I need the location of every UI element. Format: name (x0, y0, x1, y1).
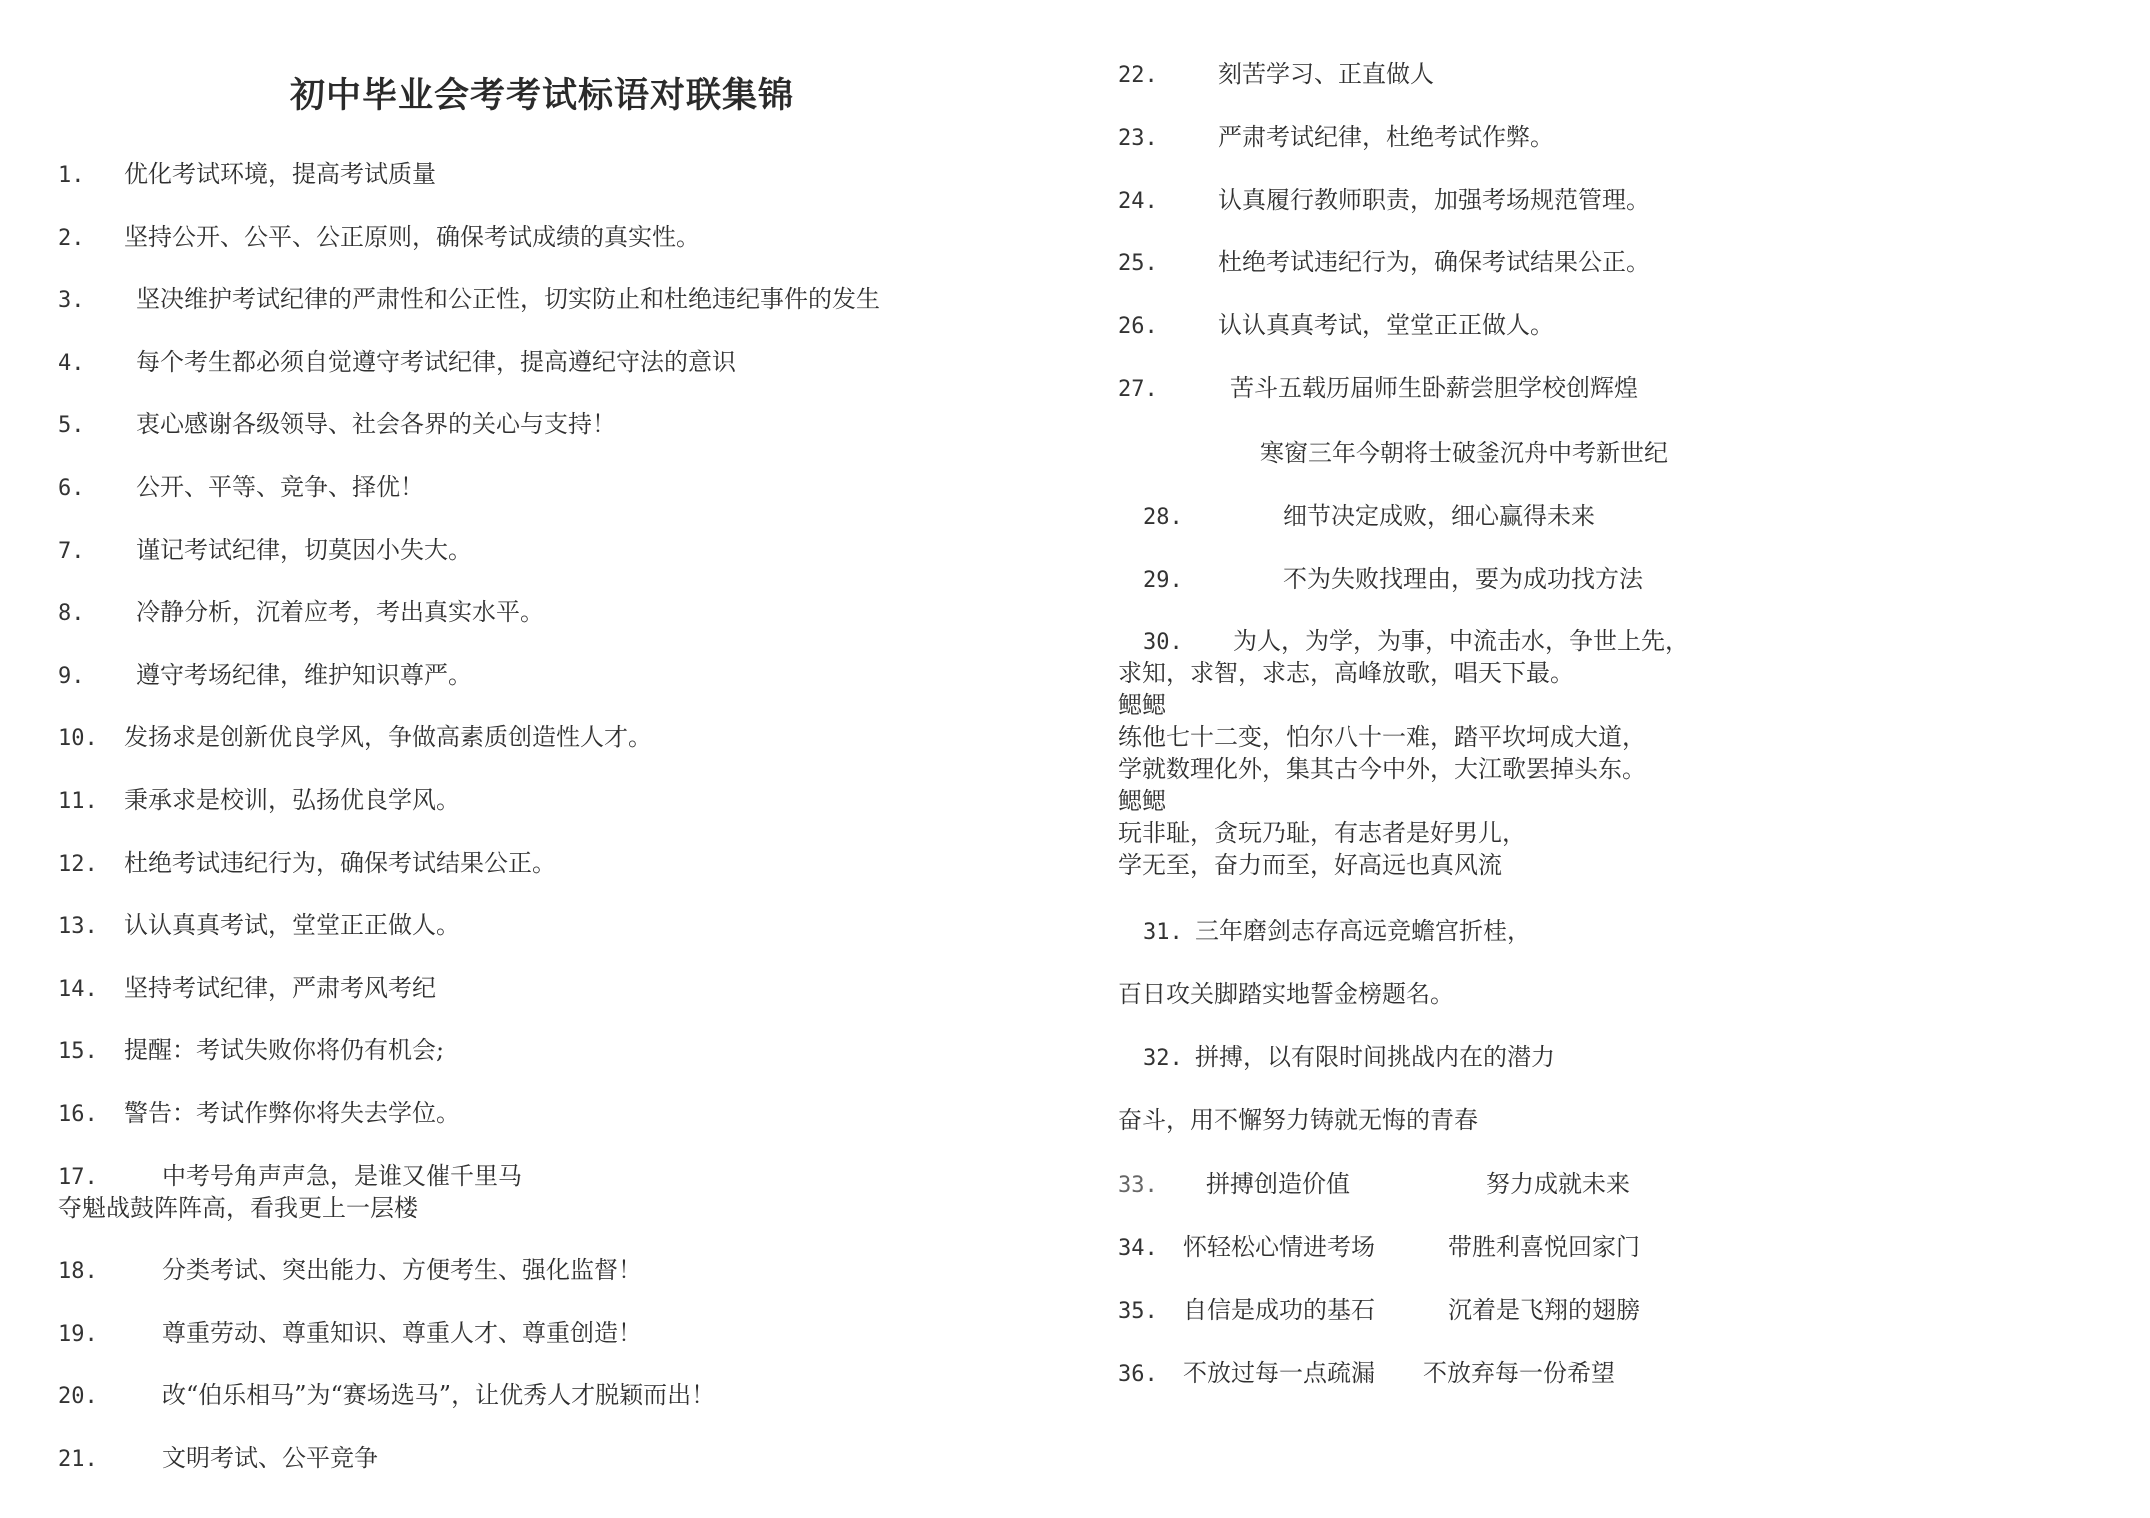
list-item (58, 534, 472, 568)
item-text: 发扬求是创新优良学风，争做高素质创造性人才。 (124, 723, 652, 751)
couplet-separator: 鳃鳃 (1118, 691, 1166, 719)
list-item (58, 847, 556, 881)
couplet-continuation: 奋斗，用不懈努力铸就无悔的青春 (1118, 1106, 1478, 1134)
list-item (58, 283, 880, 317)
couplet-continuation: 寒窗三年今朝将士破釜沉舟中考新世纪 (1260, 439, 1668, 467)
item-text: 秉承求是校训，弘扬优良学风。 (124, 786, 460, 814)
list-item (58, 784, 460, 818)
item-number: 25. (1118, 251, 1158, 276)
item-number: 35. (1118, 1299, 1158, 1324)
item-number: 24. (1118, 189, 1158, 214)
item-text: 为人，为学，为事，中流击水，争世上先， (1233, 627, 1689, 655)
couplet-lower: 沉着是飞翔的翅膀 (1448, 1296, 1640, 1324)
list-item (58, 1254, 642, 1288)
item-number: 19. (58, 1322, 98, 1347)
list-item (1143, 915, 1531, 949)
item-number: 18. (58, 1259, 98, 1284)
list-item (58, 909, 460, 943)
item-number: 11. (58, 789, 98, 814)
item-number: 16. (58, 1102, 98, 1127)
list-item (58, 1160, 522, 1194)
couplet-separator: 鳃鳃 (1118, 787, 1166, 815)
list-item (58, 221, 700, 255)
item-text: 公开、平等、竞争、择优！ (136, 473, 424, 501)
list-item (58, 659, 472, 693)
item-number: 15. (58, 1039, 98, 1064)
item-text: 坚决维护考试纪律的严肃性和公正性，切实防止和杜绝违纪事件的发生 (136, 285, 880, 313)
document-title: 初中毕业会考考试标语对联集锦 (290, 75, 795, 116)
item-text: 分类考试、突出能力、方便考生、强化监督！ (162, 1256, 642, 1284)
item-text: 警告：考试作弊你将失去学位。 (124, 1099, 460, 1127)
item-text: 刻苦学习、正直做人 (1218, 60, 1434, 88)
list-item (58, 721, 652, 755)
couplet-line: 学无至，奋力而至，好高远也真风流 (1118, 851, 1502, 879)
item-number: 32. (1143, 1046, 1183, 1071)
item-text: 遵守考场纪律，维护知识尊严。 (136, 661, 472, 689)
couplet-lower: 不放弃每一份希望 (1423, 1359, 1615, 1387)
list-item (1118, 1294, 1640, 1328)
list-item (1143, 500, 1595, 534)
item-text: 认认真真考试，堂堂正正做人。 (1218, 311, 1554, 339)
list-item (1118, 372, 1638, 406)
couplet-continuation: 百日攻关脚踏实地誓金榜题名。 (1118, 980, 1454, 1008)
list-item (58, 158, 436, 192)
list-item (1118, 246, 1650, 280)
item-text: 三年磨剑志存高远竞蟾宫折桂， (1195, 917, 1531, 945)
item-text: 中考号角声声急，是谁又催千里马 (162, 1162, 522, 1190)
item-text: 提醒：考试失败你将仍有机会; (124, 1036, 445, 1064)
item-text: 文明考试、公平竞争 (162, 1444, 378, 1472)
item-number: 13. (58, 914, 98, 939)
item-number: 14. (58, 977, 98, 1002)
item-number: 36. (1118, 1362, 1158, 1387)
list-item (58, 346, 736, 380)
list-item (58, 1379, 715, 1413)
list-item (58, 972, 436, 1006)
item-number: 20. (58, 1384, 98, 1409)
item-text: 严肃考试纪律，杜绝考试作弊。 (1218, 123, 1554, 151)
couplet-upper: 自信是成功的基石 (1183, 1296, 1375, 1324)
list-item (1118, 309, 1554, 343)
couplet-upper: 怀轻松心情进考场 (1183, 1233, 1375, 1261)
item-number: 5. (58, 413, 85, 438)
item-text: 优化考试环境，提高考试质量 (124, 160, 436, 188)
couplet-line: 学就数理化外，集其古今中外，大江歌罢掉头东。 (1118, 755, 1646, 783)
item-number: 12. (58, 852, 98, 877)
list-item (1118, 1168, 1630, 1202)
item-text: 细节决定成败，细心赢得未来 (1283, 502, 1595, 530)
list-item (1118, 121, 1554, 155)
item-number: 17. (58, 1165, 98, 1190)
couplet-lower: 带胜利喜悦回家门 (1448, 1233, 1640, 1261)
item-number: 7. (58, 539, 85, 564)
item-number: 28. (1143, 505, 1183, 530)
list-item (58, 1317, 642, 1351)
item-text: 改“伯乐相马”为“赛场选马”，让优秀人才脱颖而出！ (162, 1381, 716, 1409)
list-item (58, 408, 616, 442)
list-item (58, 471, 424, 505)
couplet-lower: 努力成就未来 (1486, 1170, 1630, 1198)
item-text: 不为失败找理由，要为成功找方法 (1283, 565, 1643, 593)
item-number: 31. (1143, 920, 1183, 945)
item-text: 每个考生都必须自觉遵守考试纪律，提高遵纪守法的意识 (136, 348, 736, 376)
item-number: 30. (1143, 630, 1183, 655)
item-text: 杜绝考试违纪行为，确保考试结果公正。 (124, 849, 556, 877)
item-number: 29. (1143, 568, 1183, 593)
list-item (1118, 1231, 1640, 1265)
item-number: 2. (58, 226, 85, 251)
item-text: 坚持公开、公平、公正原则，确保考试成绩的真实性。 (124, 223, 700, 251)
list-item (1143, 625, 1689, 659)
item-number: 23. (1118, 126, 1158, 151)
item-number: 1. (58, 163, 85, 188)
item-text: 认真履行教师职责，加强考场规范管理。 (1218, 186, 1650, 214)
item-number: 22. (1118, 63, 1158, 88)
list-item (1143, 563, 1643, 597)
item-number: 26. (1118, 314, 1158, 339)
list-item (58, 596, 544, 630)
couplet-line: 练他七十二变，怕尔八十一难，踏平坎坷成大道， (1118, 723, 1646, 751)
list-item (1118, 58, 1434, 92)
item-number: 9. (58, 664, 85, 689)
item-text: 尊重劳动、尊重知识、尊重人才、尊重创造！ (162, 1319, 642, 1347)
item-text: 拼搏，以有限时间挑战内在的潜力 (1195, 1043, 1555, 1071)
item-text: 衷心感谢各级领导、社会各界的关心与支持！ (136, 410, 616, 438)
item-number: 10. (58, 726, 98, 751)
item-number: 8. (58, 601, 85, 626)
item-number: 34. (1118, 1236, 1158, 1261)
item-text: 坚持考试纪律，严肃考风考纪 (124, 974, 436, 1002)
list-item (1118, 1357, 1615, 1391)
list-item (58, 1442, 378, 1476)
list-item (58, 1097, 460, 1131)
list-item (1143, 1041, 1555, 1075)
item-number: 33. (1118, 1173, 1158, 1198)
item-text: 冷静分析，沉着应考，考出真实水平。 (136, 598, 544, 626)
couplet-upper: 拼搏创造价值 (1206, 1170, 1350, 1198)
item-text: 杜绝考试违纪行为，确保考试结果公正。 (1218, 248, 1650, 276)
item-text: 认认真真考试，堂堂正正做人。 (124, 911, 460, 939)
item-number: 21. (58, 1447, 98, 1472)
couplet-upper: 不放过每一点疏漏 (1183, 1359, 1375, 1387)
item-number: 6. (58, 476, 85, 501)
item-number: 3. (58, 288, 85, 313)
item-number: 27. (1118, 377, 1158, 402)
list-item (58, 1034, 444, 1068)
item-text: 苦斗五载历届师生卧薪尝胆学校创辉煌 (1230, 374, 1638, 402)
item-text: 谨记考试纪律，切莫因小失大。 (136, 536, 472, 564)
couplet-line: 求知，求智，求志，高峰放歌，唱天下最。 (1118, 659, 1574, 687)
couplet-line: 玩非耻，贪玩乃耻，有志者是好男儿， (1118, 819, 1526, 847)
couplet-continuation: 夺魁战鼓阵阵高，看我更上一层楼 (58, 1194, 418, 1222)
item-number: 4. (58, 351, 85, 376)
list-item (1118, 184, 1650, 218)
